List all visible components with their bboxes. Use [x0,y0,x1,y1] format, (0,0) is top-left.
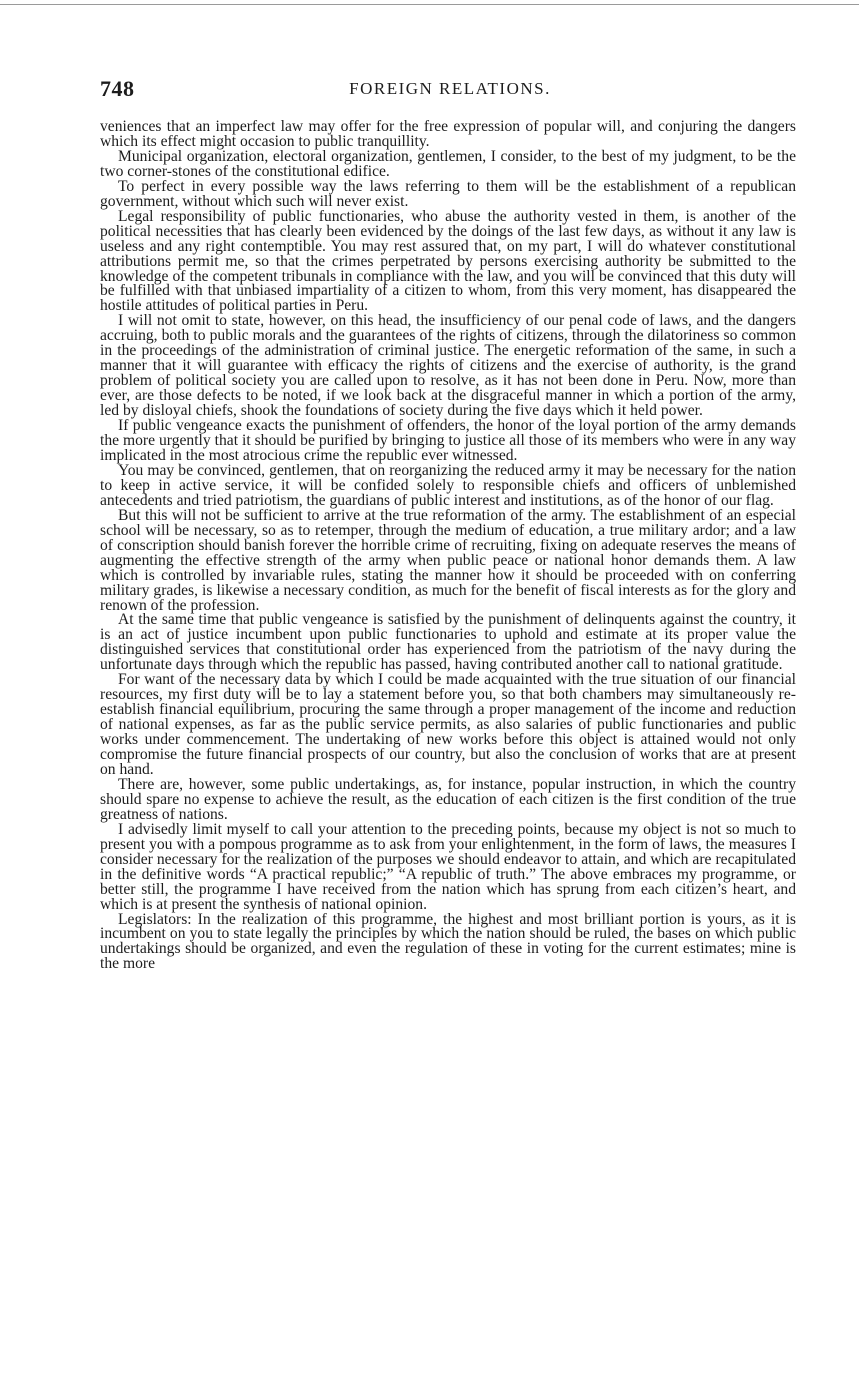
paragraph: To perfect in every possible way the laws referring to them will be the establishment of a republican government, without which such will never exist. [100,177,796,210]
paragraph-continued: veniences that an imperfect law may offer for the free expression of popular will, and conjuring the dangers which its effect might occasion to public tranquillity. [100,118,796,150]
paragraph: Municipal organization, electoral organization, gentlemen, I consider, to the best of my judgment, to be the two corner-stones of the constitutional edifice. [100,147,796,180]
paragraph: I will not omit to state, however, on this head, the insufficiency of our penal code of laws, and the dangers accruing, both to public morals and the guarantees of the rights of citizens, through the dilatoriness so common in the proceedings of the administration of criminal justice. The energetic reformation of the same, in such a manner that it will guarantee with efficacy the rights of citizens and the exercise of authority, is the grand problem of political society you are called upon to resolve, as it has not been done in Peru. Now, more than ever, are those defects to be noted, if we look back at the disgraceful manner in which a portion of the army, led by disloyal chiefs, shook the foundations of society during the five days which it held power. [100,312,796,420]
page-top-rule [0,0,859,5]
paragraph: There are, however, some public undertakings, as, for instance, popular instruction, in which the country should spare no expense to achieve the result, as the education of each citizen is the first condition of the true greatness of nations. [100,775,796,823]
page-number: 748 [100,76,135,101]
running-title: FOREIGN RELATIONS. [349,79,551,98]
paragraph: I advisedly limit myself to call your attention to the preceding points, because my object is not so much to present you with a pompous programme as to ask from your enlightenment, in the form of laws, the measures I consider necessary for the realization of the purposes we should endeavor to attain, and which are recapitulated in the definitive words “A practical republic;” “A republic of truth.” The above embraces my programme, or better still, the programme I have received from the nation which has sprung from each citizen’s heart, and which is at present the synthesis of national opinion. [100,820,796,913]
paragraph: At the same time that public vengeance is satisfied by the punishment of delinquents against the country, it is an act of justice incumbent upon public functionaries to uphold and estimate at its proper value the distinguished services that constitutional order has experienced from the patriotism of the navy during the unfortunate days through which the republic has passed, having contributed another call to national gratitude. [100,611,796,674]
paragraph: Legal responsibility of public functionaries, who abuse the authority vested in them, is another of the political necessities that has clearly been evidenced by the doings of the last few days, as without it any law is useless and any right contemptible. You may rest assured that, on my part, I will do whatever constitutional attributions permit me, so that the crimes perpetrated by persons exercising authority be submitted to the knowledge of the competent tribunals in compliance with the law, and you will be convinced that this duty will be fulfilled with that unbiased impartiality of a citizen to whom, from this very moment, has disappeared the hostile attitudes of political parties in Peru. [100,207,796,315]
paragraph: Legislators: In the realization of this programme, the highest and most brilliant portion is yours, as it is incumbent on you to state legally the principles by which the nation should be ruled, the bases on which public undertakings should be organized, and even the regulation of these in voting for the current estimates; mine is the more [100,910,796,973]
paragraph: For want of the necessary data by which I could be made acquainted with the true situation of our financial resources, my first duty will be to lay a statement before you, so that both chambers may simultaneously re-establish financial equilibrium, procuring the same through a proper management of the income and reduction of national expenses, as far as the public service permits, as also salaries of public functionaries and public works under commencement. The undertaking of new works before this object is attained would not only compromise the future financial prospects of our country, but also the conclusion of works that are at present on hand. [100,671,796,778]
page-header [100,76,800,104]
body-text [100,120,796,972]
paragraph: You may be convinced, gentlemen, that on reorganizing the reduced army it may be necessary for the nation to keep in active service, it will be confided solely to responsible chiefs and officers of unblemished antecedents and tried patriotism, the guardians of public interest and institutions, as of the honor of our flag. [100,461,796,509]
paragraph: But this will not be sufficient to arrive at the true reformation of the army. The establishment of an especial school will be necessary, so as to retemper, through the medium of education, a true military ardor; and a law of conscription should banish forever the horrible crime of recruiting, fixing on adequate reserves the means of augmenting the effective strength of the army when public peace or national honor demands them. A law which is controlled by invariable rules, stating the manner how it should be proceeded with on conferring military grades, is likewise a necessary condition, as much for the benefit of fiscal interests as for the glory and renown of the profession. [100,506,796,614]
paragraph: If public vengeance exacts the punishment of offenders, the honor of the loyal portion of the army demands the more urgently that it should be purified by bringing to justice all those of its members who were in any way implicated in the most atrocious crime the republic ever witnessed. [100,417,796,464]
